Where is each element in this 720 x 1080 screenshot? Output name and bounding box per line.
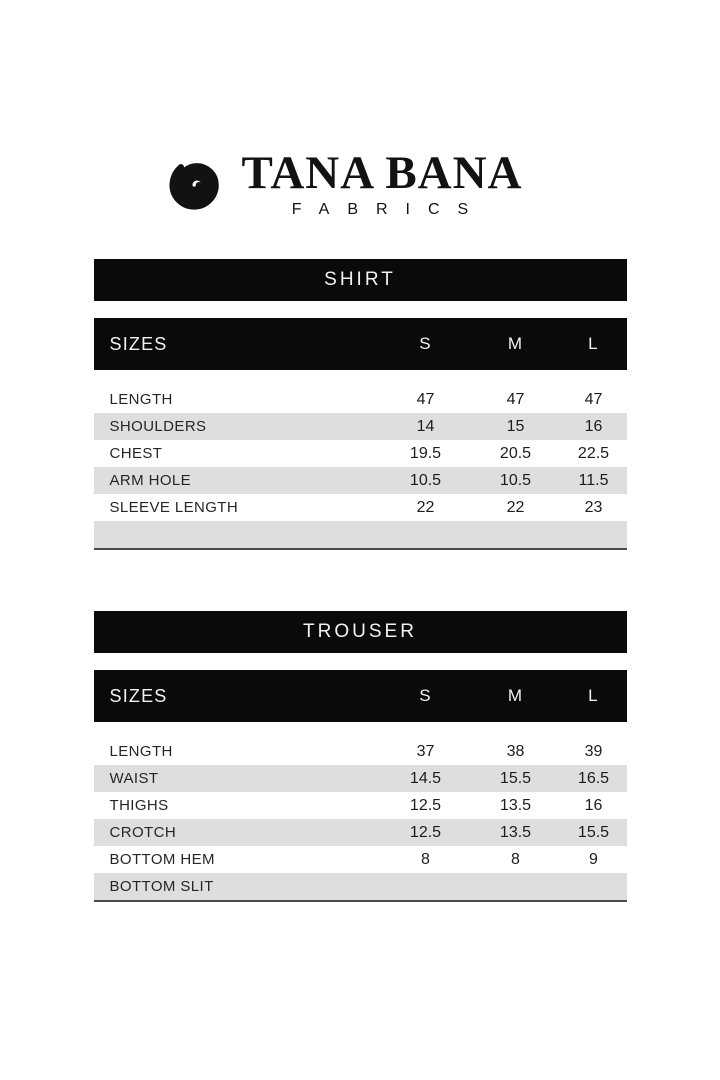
brand-text	[241, 147, 523, 219]
table-row	[94, 494, 627, 521]
cell-s: 12.5	[409, 796, 442, 814]
row-label: BOTTOM SLIT	[109, 878, 214, 895]
section-title-trouser: TROUSER	[94, 611, 627, 653]
cell-m: 47	[506, 390, 525, 408]
trouser-section	[94, 611, 627, 902]
column-header-l: L	[588, 686, 599, 705]
cell-s: 12.5	[409, 823, 442, 841]
cell-l: 16	[584, 796, 603, 814]
shirt-sizes-header	[94, 318, 627, 370]
cell-s: 14.5	[409, 769, 442, 787]
column-header-s: S	[419, 686, 432, 705]
shirt-table	[94, 386, 627, 550]
cell-s: 10.5	[409, 471, 442, 489]
row-label: WAIST	[109, 770, 159, 787]
cell-l: 23	[584, 498, 603, 516]
cell-l: 15.5	[577, 823, 610, 841]
column-header-m: M	[507, 334, 524, 353]
size-tables	[94, 259, 627, 902]
cell-m: 10.5	[499, 471, 532, 489]
column-header-l: L	[588, 334, 599, 353]
shirt-section	[94, 259, 627, 550]
column-header-s: S	[419, 334, 432, 353]
row-label: ARM HOLE	[109, 472, 192, 489]
cell-s: 47	[416, 390, 435, 408]
row-label: CROTCH	[109, 824, 177, 841]
row-label: BOTTOM HEM	[109, 851, 215, 868]
cell-m: 15	[506, 417, 525, 435]
brand-name: TANA BANA	[241, 147, 523, 199]
sizes-label: SIZES	[109, 685, 168, 706]
row-label: SLEEVE LENGTH	[109, 499, 239, 516]
cell-l: 39	[584, 742, 603, 760]
table-row	[94, 873, 627, 900]
cell-l: 16.5	[577, 769, 610, 787]
table-row	[94, 413, 627, 440]
table-row	[94, 386, 627, 413]
column-header-m: M	[507, 686, 524, 705]
row-label: THIGHS	[109, 797, 169, 814]
cell-m: 15.5	[499, 769, 532, 787]
cell-l: 9	[589, 850, 598, 868]
table-row	[94, 765, 627, 792]
cell-m: 20.5	[499, 444, 532, 462]
trouser-sizes-header	[94, 670, 627, 722]
cell-m: 13.5	[499, 796, 532, 814]
sizes-label: SIZES	[109, 333, 168, 354]
table-row-empty	[94, 521, 627, 548]
table-row	[94, 467, 627, 494]
cell-s: 14	[416, 417, 435, 435]
cell-m: 13.5	[499, 823, 532, 841]
cell-l: 11.5	[578, 471, 609, 489]
table-row	[94, 846, 627, 873]
brand-logo	[0, 147, 704, 219]
table-row	[94, 440, 627, 467]
table-row	[94, 792, 627, 819]
section-title-shirt: SHIRT	[94, 259, 627, 301]
row-label: LENGTH	[109, 743, 173, 760]
cell-l: 47	[584, 390, 603, 408]
row-label: CHEST	[109, 445, 163, 462]
row-label: LENGTH	[109, 391, 173, 408]
brand-subtitle: FABRICS	[291, 201, 487, 218]
cell-s: 19.5	[409, 444, 442, 462]
table-row	[94, 738, 627, 765]
cell-m: 38	[506, 742, 525, 760]
cell-s: 37	[416, 742, 435, 760]
spiral-icon	[165, 154, 227, 216]
cell-l: 16	[584, 417, 603, 435]
cell-l: 22.5	[577, 444, 610, 462]
cell-s: 8	[421, 850, 430, 868]
cell-m: 8	[511, 850, 520, 868]
trouser-table	[94, 738, 627, 902]
cell-m: 22	[506, 498, 525, 516]
row-label: SHOULDERS	[109, 418, 207, 435]
table-row	[94, 819, 627, 846]
cell-s: 22	[416, 498, 435, 516]
